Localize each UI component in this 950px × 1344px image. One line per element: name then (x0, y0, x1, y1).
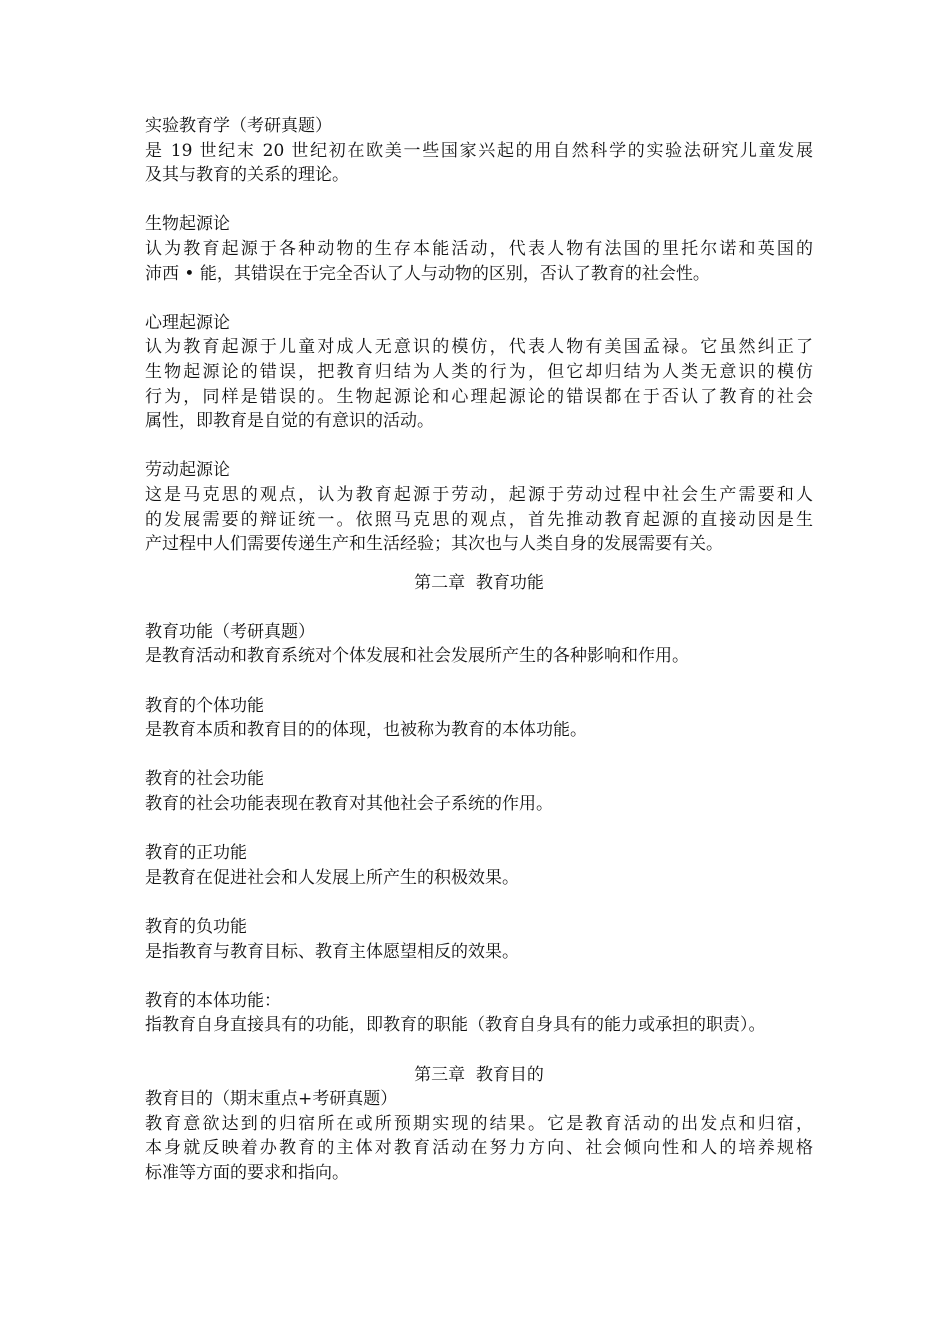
spacer (145, 669, 813, 694)
spacer (145, 434, 813, 459)
spacer (145, 964, 813, 989)
term-heading: 劳动起源论 (145, 460, 230, 481)
definition-line: 是教育在促进社会和人发展上所产生的积极效果。 (145, 867, 519, 888)
term-heading: 教育的个体功能 (145, 695, 264, 716)
definition-line: 本身就反映着办教育的主体对教育活动在努力方向、社会倾向性和人的培养规格 (145, 1138, 813, 1159)
term-heading: 生物起源论 (145, 214, 230, 235)
spacer (145, 817, 813, 842)
definition-line: 沛西 • 能，其错误在于完全否认了人与动物的区别，否认了教育的社会性。 (145, 263, 710, 284)
spacer (145, 1038, 813, 1063)
definition-line: 认为教育起源于各种动物的生存本能活动，代表人物有法国的里托尔诺和英国的 (145, 238, 813, 259)
term-heading: 心理起源论 (145, 312, 230, 333)
definition-line: 属性，即教育是自觉的有意识的活动。 (145, 411, 434, 432)
spacer (145, 890, 813, 915)
spacer (145, 188, 813, 213)
spacer (145, 595, 813, 620)
document-page (145, 114, 813, 1186)
chapter-title: 第二章 教育功能 (414, 572, 544, 593)
definition-line: 行为，同样是错误的。生物起源论和心理起源论的错误都在于否认了教育的社会 (145, 386, 813, 407)
term-heading: 教育的正功能 (145, 843, 247, 864)
term-heading: 实验教育学（考研真题） (145, 116, 332, 136)
definition-line: 的发展需要的辩证统一。依照马克思的观点，首先推动教育起源的直接动因是生 (145, 509, 813, 530)
definition-line: 指教育自身直接具有的功能，即教育的职能（教育自身具有的能力或承担的职责）。 (145, 1015, 766, 1036)
spacer (145, 286, 813, 311)
definition-line: 教育意欲达到的归宿所在或所预期实现的结果。它是教育活动的出发点和归宿， (145, 1113, 813, 1134)
definition-line: 是教育活动和教育系统对个体发展和社会发展所产生的各种影响和作用。 (145, 646, 689, 667)
definition-line: 及其与教育的关系的理论。 (145, 165, 349, 186)
term-heading: 教育的社会功能 (145, 769, 264, 790)
definition-line: 是教育本质和教育目的的体现，也被称为教育的本体功能。 (145, 720, 587, 741)
definition-line: 这是马克思的观点，认为教育起源于劳动，起源于劳动过程中社会生产需要和人 (145, 484, 813, 505)
spacer (145, 743, 813, 768)
term-heading: 教育的负功能 (145, 917, 247, 937)
definition-line: 标准等方面的要求和指向。 (145, 1162, 349, 1183)
definition-line: 认为教育起源于儿童对成人无意识的模仿，代表人物有美国孟禄。它虽然纠正了 (145, 337, 813, 358)
definition-line: 生物起源论的错误，把教育归结为人类的行为，但它却归结为人类无意识的模仿 (145, 361, 813, 382)
term-heading: 教育的本体功能： (145, 990, 281, 1011)
term-heading: 教育功能（考研真题） (145, 621, 315, 642)
chapter-title: 第三章 教育目的 (414, 1064, 544, 1085)
definition-line: 产过程中人们需要传递生产和生活经验；其次也与人类自身的发展需要有关。 (145, 534, 723, 555)
definition-line: 是 19 世纪末 20 世纪初在欧美一些国家兴起的用自然科学的实验法研究儿童发展 (145, 140, 813, 161)
definition-line: 是指教育与教育目标、教育主体愿望相反的效果。 (145, 941, 519, 962)
spacer (145, 557, 813, 571)
term-heading: 教育目的（期末重点+考研真题） (145, 1089, 398, 1110)
definition-line: 教育的社会功能表现在教育对其他社会子系统的作用。 (145, 794, 553, 815)
